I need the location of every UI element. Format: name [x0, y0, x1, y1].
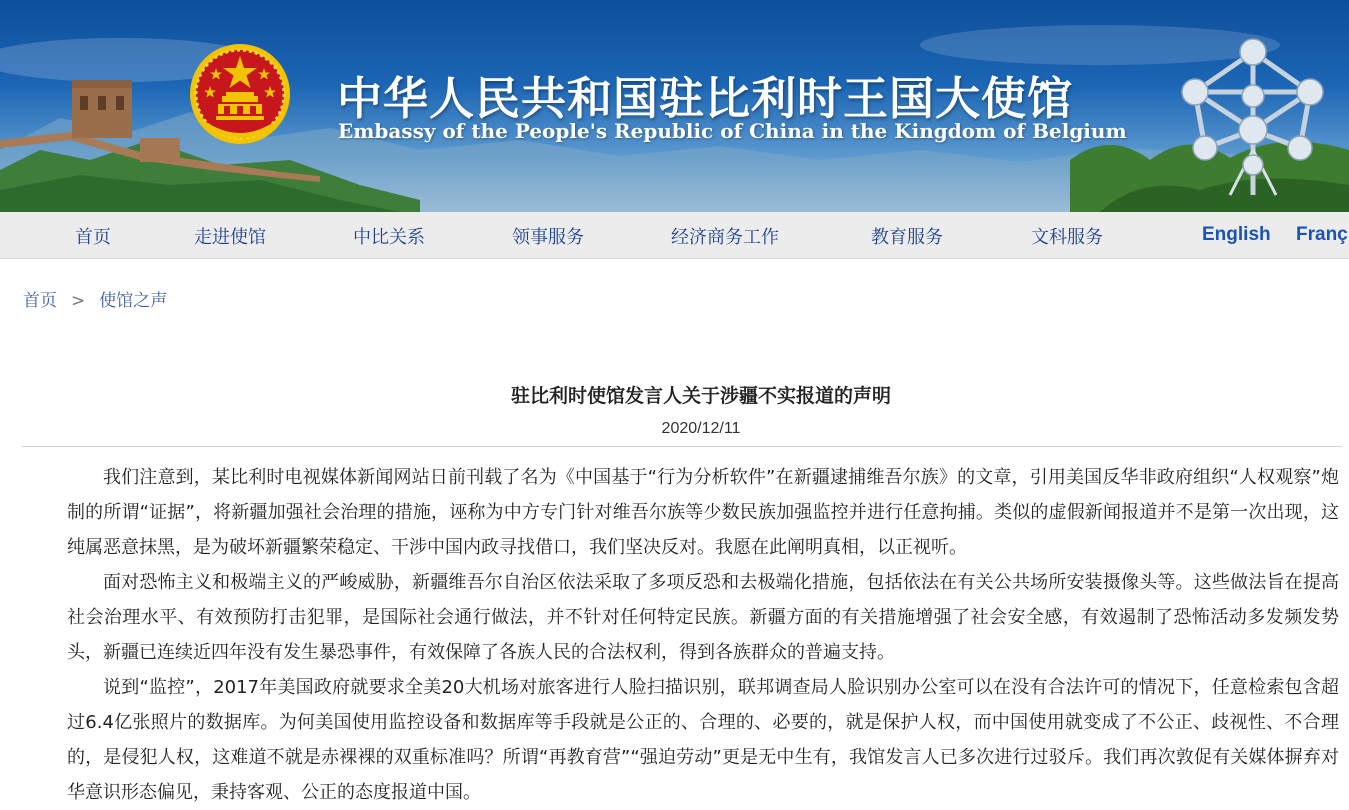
embassy-title-en: Embassy of the People's Republic of China in the Kingdom of Belgium: [338, 119, 1127, 143]
nav-item-education-services[interactable]: 教育服务: [871, 227, 943, 248]
lang-english-link[interactable]: English: [1202, 224, 1271, 245]
breadcrumb-current-link[interactable]: 使馆之声: [99, 291, 168, 311]
site-banner: [0, 0, 1349, 212]
breadcrumb-home-link[interactable]: 首页: [23, 291, 57, 311]
title-divider: [22, 446, 1342, 447]
nav-item-consular-services[interactable]: 领事服务: [512, 227, 584, 248]
nav-item-home[interactable]: 首页: [75, 227, 111, 248]
article-paragraph: 面对恐怖主义和极端主义的严峻威胁，新疆维吾尔自治区依法采取了多项反恐和去极端化措施，包括依法在有关公共场所安装摄像头等。这些做法旨在提高社会治理水平、有效预防打击犯罪，是国际社会通行做法，并不针对任何特定民族。新疆方面的有关措施增强了社会安全感，有效遏制了恐怖活动多发频发势头，新疆已连续近四年没有发生暴恐事件，有效保障了各族人民的合法权利，得到各族群众的普遍支持。: [67, 572, 1339, 663]
breadcrumb-separator: >: [71, 291, 86, 311]
article-body: [67, 460, 1339, 810]
main-nav: [0, 212, 1349, 259]
article-paragraph: 我们注意到，某比利时电视媒体新闻网站日前刊载了名为《中国基于“行为分析软件”在新疆逮捕维吾尔族》的文章，引用美国反华非政府组织“人权观察”炮制的所谓“证据”，将新疆加强社会治理的措施，诬称为中方专门针对维吾尔族等少数民族加强监控并进行任意拘捕。类似的虚假新闻报道并不是第一次出现，这纯属恶意抹黑，是为破坏新疆繁荣稳定、干涉中国内政寻找借口，我们坚决反对。我愿在此阐明真相，以正视听。: [67, 467, 1339, 558]
article-title: 驻比利时使馆发言人关于涉疆不实报道的声明: [510, 385, 891, 407]
embassy-title-cn: 中华人民共和国驻比利时王国大使馆: [337, 72, 1074, 125]
article-date: 2020/12/11: [661, 420, 741, 437]
nav-item-science-culture-services[interactable]: 文科服务: [1031, 227, 1103, 248]
lang-french-link[interactable]: Franç: [1296, 224, 1348, 245]
nav-item-economic-commercial[interactable]: 经济商务工作: [671, 227, 779, 248]
article-paragraph: 说到“监控”，2017年美国政府就要求全美20大机场对旅客进行人脸扫描识别，联邦调查局人脸识别办公室可以在没有合法许可的情况下，任意检索包含超过6.4亿张照片的数据库。为何美国使用监控设备和数据库等手段就是公正的、合理的、必要的，就是保护人权，而中国使用就变成了不公正、歧视性、不合理的，是侵犯人权，这难道不就是赤裸裸的双重标准吗？所谓“再教育营”“强迫劳动”更是无中生有，我馆发言人已多次进行过驳斥。我们再次敦促有关媒体摒弃对华意识形态偏见，秉持客观、公正的态度报道中国。: [67, 677, 1339, 803]
national-emblem-icon: [188, 42, 292, 146]
nav-item-about-embassy[interactable]: 走进使馆: [194, 227, 266, 248]
nav-item-china-belgium-relations[interactable]: 中比关系: [353, 227, 425, 248]
breadcrumb: [23, 286, 167, 311]
